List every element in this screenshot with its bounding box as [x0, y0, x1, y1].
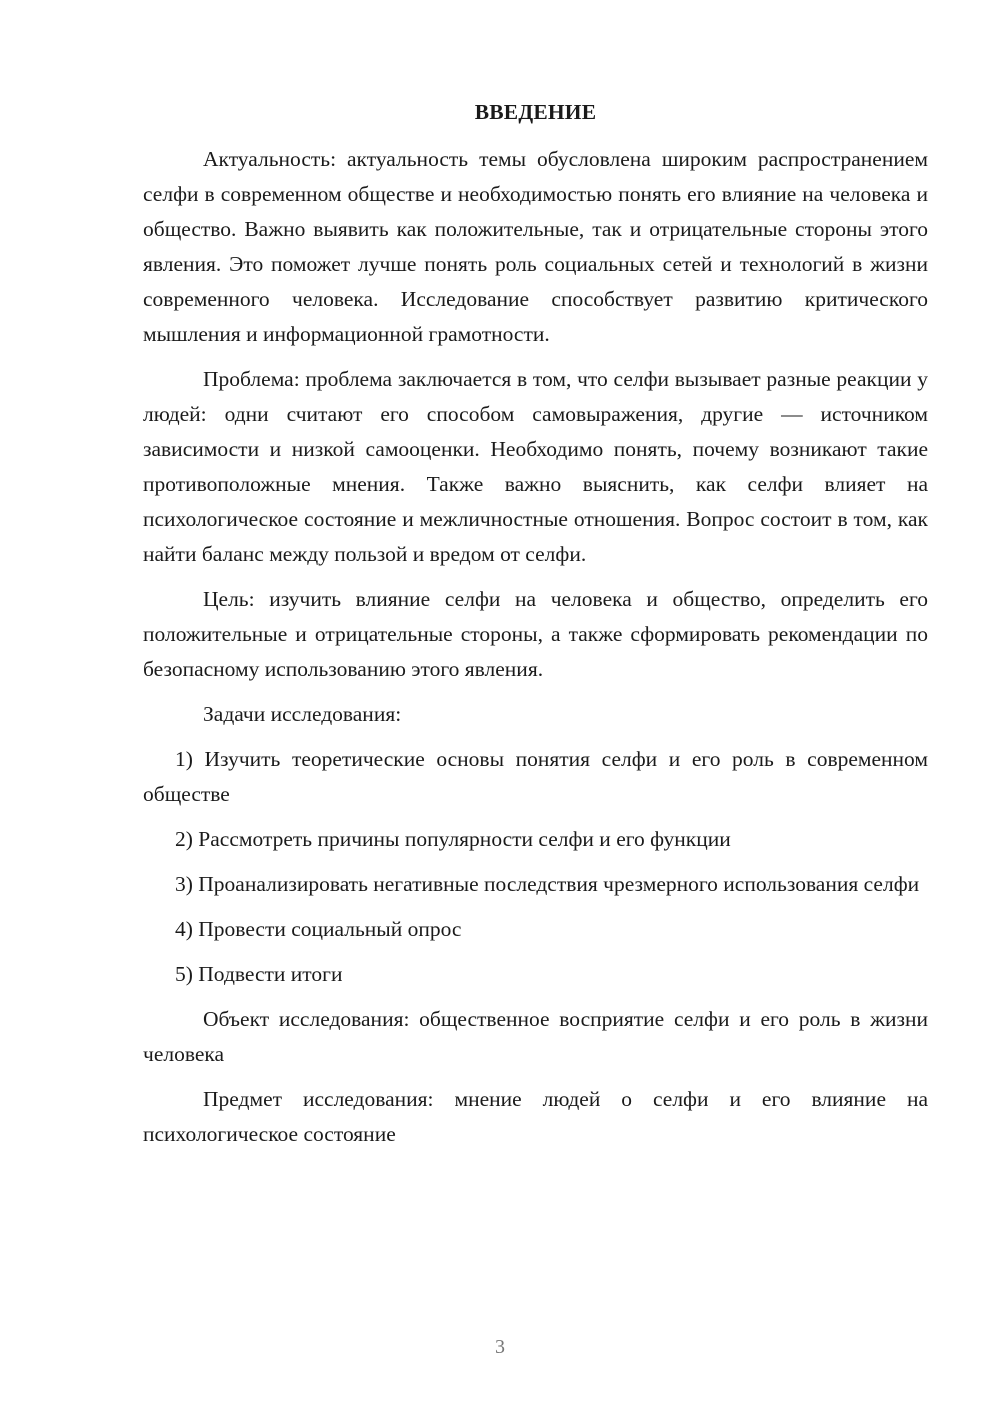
section-title: ВВЕДЕНИЕ [474, 100, 597, 124]
tasks-heading: Задачи исследования: [203, 702, 402, 726]
task-item-5: 5) Подвести итоги [175, 962, 343, 986]
task-item-4: 4) Провести социальный опрос [175, 917, 462, 941]
paragraph-relevance: Актуальность: актуальность темы обусловлена широким распространением селфи в современном обществе и необходимостью понять его влияние на человека и общество. Важно выявить как положительные, так и отрицательные стороны этого явления. Это поможет лучше понять роль социальных сетей и технологий в жизни современного человека. Исследование способствует развитию критического мышления и информационной грамотности. [143, 147, 928, 346]
task-item-2: 2) Рассмотреть причины популярности селфи и его функции [175, 827, 731, 851]
task-item-3: 3) Проанализировать негативные последствия чрезмерного использования селфи [175, 872, 920, 896]
paragraph-subject: Предмет исследования: мнение людей о селфи и его влияние на психологическое состояние [143, 1087, 928, 1146]
paragraph-goal: Цель: изучить влияние селфи на человека и общество, определить его положительные и отрицательные стороны, а также сформировать рекомендации по безопасному использованию этого явления. [143, 587, 928, 681]
page-number: 3 [495, 1336, 505, 1358]
task-item-1: 1) Изучить теоретические основы понятия селфи и его роль в современном обществе [143, 747, 928, 806]
page-content [143, 95, 928, 1162]
paragraph-object: Объект исследования: общественное восприятие селфи и его роль в жизни человека [143, 1007, 928, 1066]
paragraph-problem: Проблема: проблема заключается в том, что селфи вызывает разные реакции у людей: одни считают его способом самовыражения, другие — источником зависимости и низкой самооценки. Необходимо понять, почему возникают такие противоположные мнения. Также важно выяснить, как селфи влияет на психологическое состояние и межличностные отношения. Вопрос состоит в том, как найти баланс между пользой и вредом от селфи. [143, 367, 928, 566]
